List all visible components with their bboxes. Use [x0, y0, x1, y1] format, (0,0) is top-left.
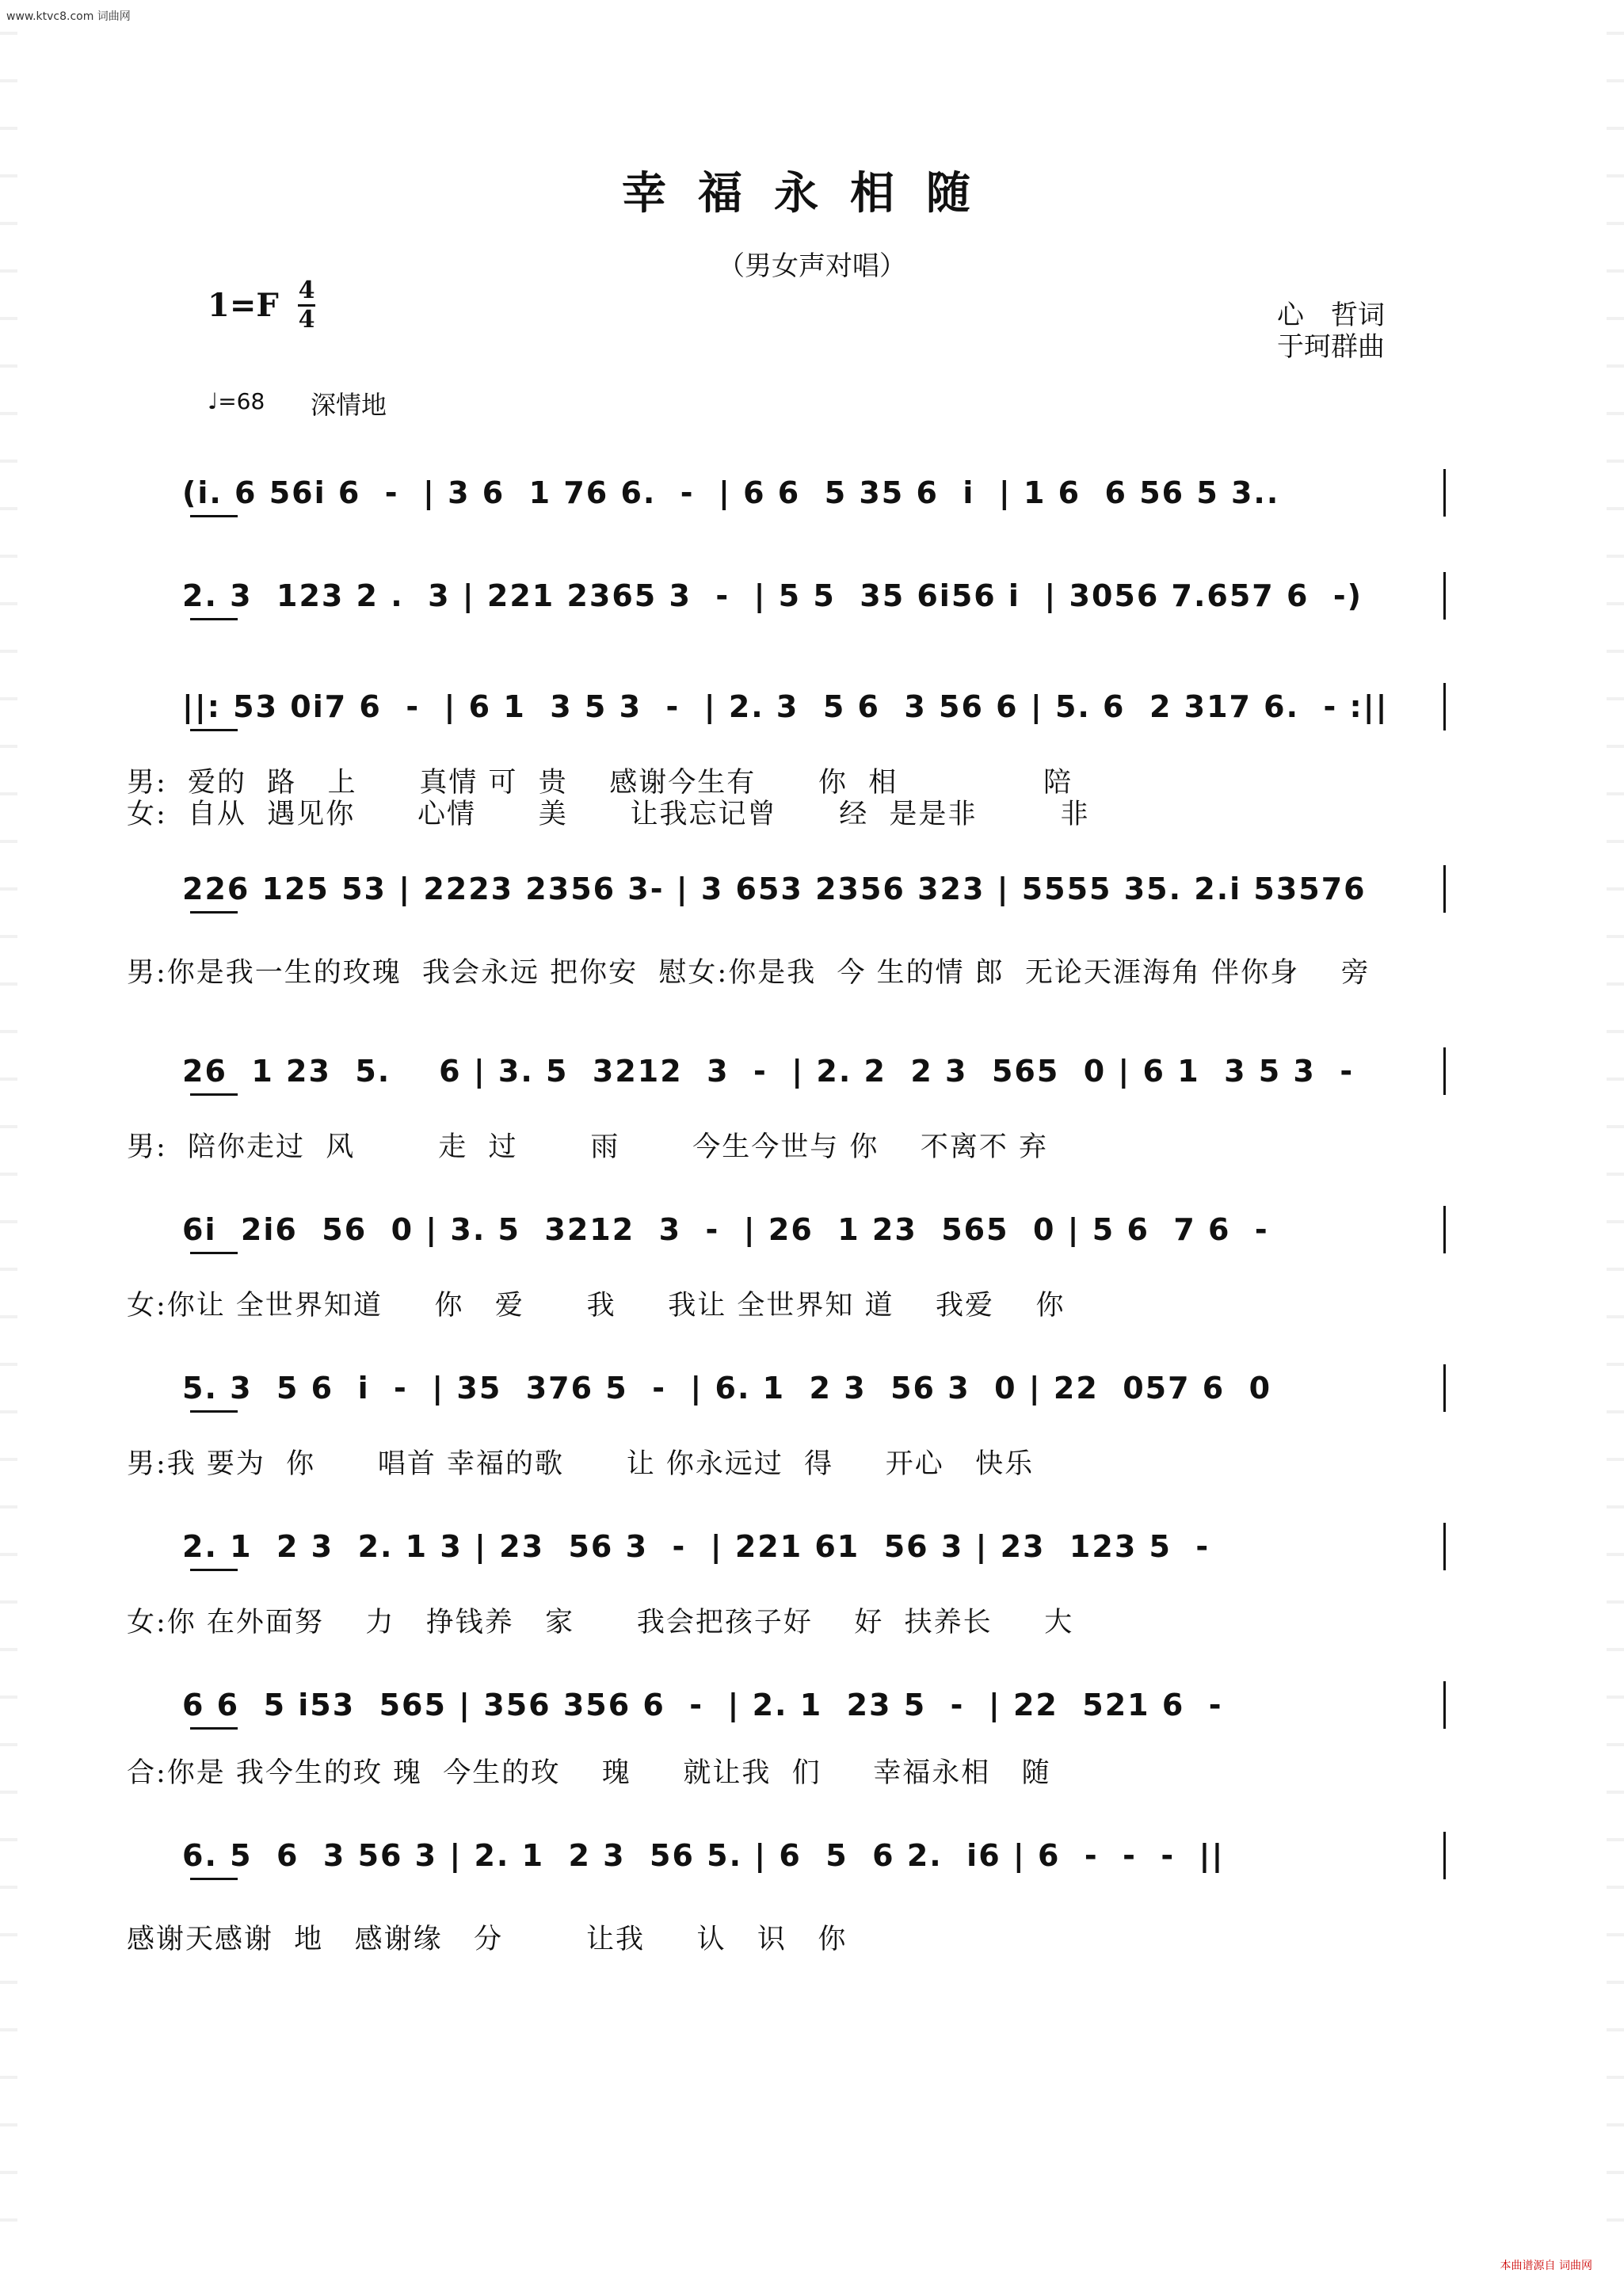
lyric-row: 男:你是我一生的玫瑰 我会永远 把你安 慰女:你是我 今 生的情 郎 无论天涯海角 伴你身 旁: [127, 957, 1370, 989]
notation-row: ||: 53 0i7 6 - | 6 1 3 5 3 - | 2. 3 5 6 3 56 6 | 5. 6 2 317 6. - :||: [182, 689, 1389, 724]
lyricist: 心 哲词: [1277, 299, 1385, 331]
tempo-mark: ♩=68: [208, 388, 265, 414]
beam-line: [190, 729, 238, 731]
beam-line: [190, 618, 238, 620]
beam-line: [190, 1410, 238, 1413]
lyric-row: 女:你 在外面努 力 挣钱养 家 我会把孩子好 好 扶养长 大: [127, 1607, 1074, 1638]
bar-line: [1443, 1206, 1446, 1253]
beam-line: [190, 911, 238, 914]
beam-line: [190, 1252, 238, 1254]
notation-row: (i. 6 56i 6 - | 3 6 1 76 6. - | 6 6 5 35 6 i | 1 6 6 56 5 3..: [182, 475, 1280, 510]
bar-line: [1443, 683, 1446, 730]
bar-line: [1443, 1832, 1446, 1879]
notation-row: 6 6 5 i53 565 | 356 356 6 - | 2. 1 23 5 - | 22 521 6 -: [182, 1688, 1223, 1722]
footer-note: 本曲谱源自 词曲网: [1500, 2260, 1592, 2272]
bar-line: [1443, 1364, 1446, 1412]
beam-line: [190, 515, 238, 517]
beam-line: [190, 1878, 238, 1880]
bar-line: [1443, 865, 1446, 913]
notation-row: 2. 1 2 3 2. 1 3 | 23 56 3 - | 221 61 56 3 | 23 123 5 -: [182, 1529, 1210, 1564]
song-subtitle: （男女声对唱）: [718, 250, 906, 282]
lyric-row: 女: 自从 遇见你 心情 美 让我忘记曾 经 是是非 非: [127, 799, 1090, 830]
lyric-row: 男: 爱的 路 上 真情 可 贵 感谢今生有 你 相 陪: [127, 767, 1073, 799]
bar-line: [1443, 1681, 1446, 1729]
notation-row: 6. 5 6 3 56 3 | 2. 1 2 3 56 5. | 6 5 6 2. i6 | 6 - - - ||: [182, 1838, 1225, 1873]
notation-row: 6i 2i6 56 0 | 3. 5 3212 3 - | 26 1 23 565 0 | 5 6 7 6 -: [182, 1212, 1269, 1247]
bar-line: [1443, 1523, 1446, 1570]
lyric-row: 感谢天感谢 地 感谢缘 分 让我 认 识 你: [127, 1924, 848, 1955]
time-signature: [298, 279, 315, 332]
right-edge-strip: [1607, 32, 1624, 2250]
left-edge-strip: [0, 32, 17, 2250]
site-note: www.ktvc8.com 词曲网: [6, 10, 131, 23]
notation-row: 5. 3 5 6 i - | 35 376 5 - | 6. 1 2 3 56 3 0 | 22 057 6 0: [182, 1371, 1272, 1406]
beam-line: [190, 1093, 238, 1096]
expression-mark: 深情地: [311, 390, 387, 420]
key-signature: 1=F: [208, 287, 279, 324]
lyric-row: 女:你让 全世界知道 你 爱 我 我让 全世界知 道 我爱 你: [127, 1290, 1066, 1322]
lyric-row: 男: 陪你走过 风 走 过 雨 今生今世与 你 不离不 弃: [127, 1131, 1049, 1163]
beam-line: [190, 1569, 238, 1571]
bar-line: [1443, 1047, 1446, 1095]
bar-line: [1443, 469, 1446, 517]
composer: 于珂群曲: [1277, 331, 1385, 363]
notation-row: 226 125 53 | 2223 2356 3- | 3 653 2356 323 | 5555 35. 2.i 53576: [182, 872, 1367, 906]
beam-line: [190, 1727, 238, 1730]
lyric-row: 男:我 要为 你 唱首 幸福的歌 让 你永远过 得 开心 快乐: [127, 1448, 1035, 1480]
song-title: 幸福永相随: [622, 167, 1002, 219]
notation-row: 26 1 23 5. 6 | 3. 5 3212 3 - | 2. 2 2 3 565 0 | 6 1 3 5 3 -: [182, 1054, 1355, 1089]
time-bottom: 4: [298, 306, 315, 334]
lyric-row: 合:你是 我今生的玫 瑰 今生的玫 瑰 就让我 们 幸福永相 随: [127, 1757, 1051, 1789]
notation-row: 2. 3 123 2 . 3 | 221 2365 3 - | 5 5 35 6i56 i | 3056 7.657 6 -): [182, 578, 1363, 613]
time-top: 4: [298, 277, 315, 304]
bar-line: [1443, 572, 1446, 620]
